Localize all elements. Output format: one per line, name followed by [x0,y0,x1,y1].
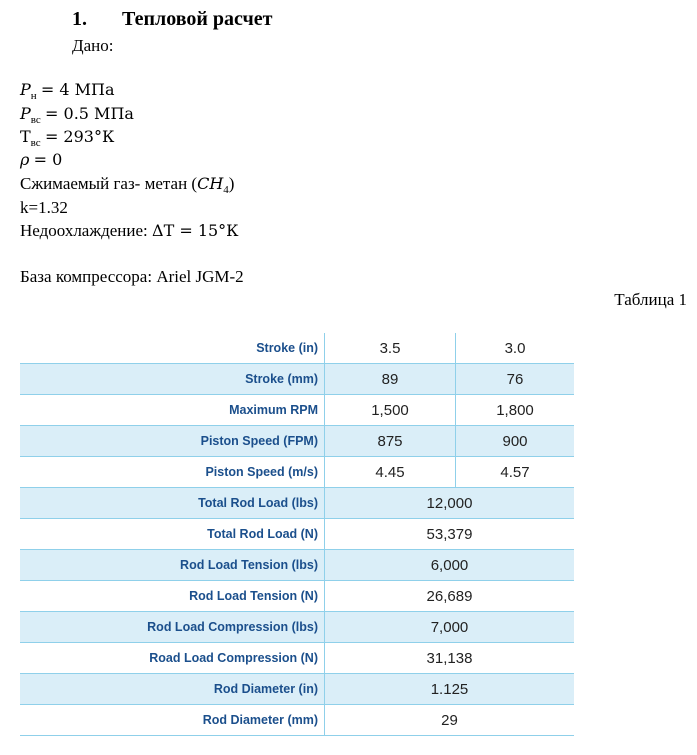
row-value: 3.0 [456,333,575,364]
table-row [20,643,574,674]
row-label: Rod Load Compression (lbs) [20,612,325,643]
param-gas: Сжимаемый газ- метан $(CH_4)$ [20,174,235,196]
row-value: 1,800 [456,395,575,426]
row-value: 7,000 [325,612,575,643]
row-label: Total Rod Load (N) [20,519,325,550]
table-row [20,426,574,457]
param-p-n: $P_н = 4$ МПа [20,80,115,102]
row-value: 53,379 [325,519,575,550]
table-row [20,705,574,736]
row-label: Rod Diameter (mm) [20,705,325,736]
table-row [20,581,574,612]
row-label: Road Load Compression (N) [20,643,325,674]
table-row [20,457,574,488]
row-label: Maximum RPM [20,395,325,426]
row-value: 4.57 [456,457,575,488]
row-value: 31,138 [325,643,575,674]
table-row [20,519,574,550]
param-k: k=1.32 [20,198,68,217]
row-label: Stroke (mm) [20,364,325,395]
row-value: 3.5 [325,333,456,364]
given-label: Дано: [72,36,114,55]
table-row [20,612,574,643]
table-row [20,333,574,364]
row-label: Rod Load Tension (lbs) [20,550,325,581]
row-value: 6,000 [325,550,575,581]
row-value: 89 [325,364,456,395]
row-value: 29 [325,705,575,736]
compressor-base: База компрессора: Ariel JGM-2 [20,267,244,286]
section-heading [72,8,272,31]
row-value: 26,689 [325,581,575,612]
row-value: 1,500 [325,395,456,426]
row-value: 1.125 [325,674,575,705]
compressor-spec-table [20,333,574,736]
row-label: Piston Speed (FPM) [20,426,325,457]
param-subcool: Недоохлаждение: ΔT = 15°К [20,221,239,240]
section-title: Тепловой расчет [122,8,273,30]
param-p-vs: $P_{вс} = 0.5$ МПа [20,104,134,126]
param-t-vs: $T_{вс} = 293^\circ К$ [20,127,115,149]
table-row [20,488,574,519]
table-caption: Таблица 1 [614,290,687,309]
row-value: 76 [456,364,575,395]
row-label: Total Rod Load (lbs) [20,488,325,519]
row-label: Rod Diameter (in) [20,674,325,705]
table-row [20,550,574,581]
table-row [20,674,574,705]
row-value: 4.45 [325,457,456,488]
row-label: Piston Speed (m/s) [20,457,325,488]
section-number: 1. [72,8,87,30]
param-rho: ρ = 0 [20,150,63,169]
row-value: 12,000 [325,488,575,519]
table-row [20,395,574,426]
row-label: Stroke (in) [20,333,325,364]
table-row [20,364,574,395]
row-value: 875 [325,426,456,457]
row-label: Rod Load Tension (N) [20,581,325,612]
row-value: 900 [456,426,575,457]
